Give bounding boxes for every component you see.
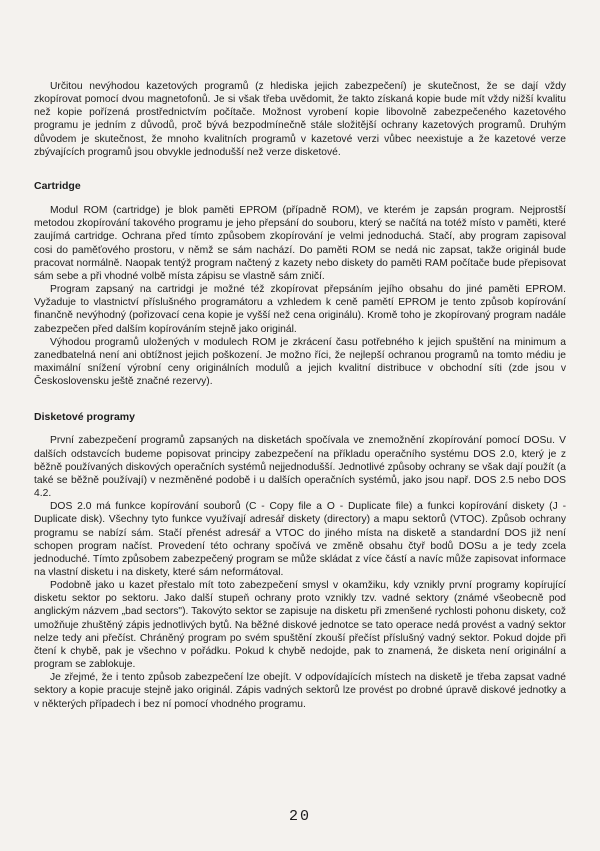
cartridge-paragraph: Výhodou programů uložených v modulech ROM je zkrácení času potřebného k jejich spuštění na minimum a zanedbatelná není ani obtížnost jejich poškození. Je možno říci, že nejlepší ochranou programů na tomto médiu je maximální snížení výrobní ceny originálních modulů a jejich kvalitní distribuce v obchodní síti (zde jsou v Československu ještě značné rezervy). [34,336,566,388]
disk-paragraph: První zabezpečení programů zapsaných na disketách spočívala ve znemožnění zkopírování pomocí DOSu. V dalších odstavcích budeme popisovat principy zabezpečení na příkladu operačního systému DOS 2.0, který je z běžně používaných diskových operačních systémů nejjednodušší. Jednotlivé způsoby ochrany se však dají použít (a také se běžně používají) v nezměněné podobě i u dalších operačních systémů, jako jsou např. DOS 2.5 nebo DOS 4.2. [34,435,566,500]
page-content [34,80,566,711]
page-number: 20 [288,808,311,825]
intro-paragraph: Určitou nevýhodou kazetových programů (z hlediska jejich zabezpečení) je skutečnost, že se dají vždy zkopírovat pomocí dvou magnetofonů. Je si však třeba uvědomit, že takto získaná kopie bude mít vždy nižší kvalitu než kopie pořízená prostřednictvím počítače. Možnost vyrobení kopie libovolně zabezpečeného kazetového programu je jedním z důvodů, proč bývá bezpodmínečně stále složitější ochrany kazetových programů. Druhým důvodem je skutečnost, že mnoho kvalitních programů v kazetové verzi vůbec neexistuje a že kazetové verze zbývajících programů jsou obvykle jednodušší než verze disketové. [34,81,566,158]
cartridge-paragraph: Program zapsaný na cartridgi je možné též zkopírovat přepsáním jejího obsahu do jiné paměti EPROM. Vyžaduje to vlastnictví příslušného programátoru a vzhledem k ceně pamětí EPROM je tento způsob kopírování finančně nevýhodný (pořizovací cena kopie je vyšší než cena originálu). Kromě toho je zkopírovaný program nadále zabezpečen před dalším kopírováním stejně jako originál. [34,284,566,335]
disk-programs-heading: Disketové programy [34,411,135,424]
disk-paragraph: Podobně jako u kazet přestalo mít toto zabezpečení smysl v okamžiku, kdy vznikly první programy kopírující disketu sektor po sektoru. Jako další stupeň ochrany proto vznikly tzv. vadné sektory (známé všeobecně pod anglickým názvem „bad sectors"). Takovýto sektor se zapisuje na disketu při zmenšené rychlosti pohonu diskety, což umožňuje zhuštěný zápis jednotlivých bytů. Na běžné diskové jednotce se tato operace nedá provést a vadný sektor nelze tedy ani přečíst. Chráněný program po svém spuštění zkouší přečíst příslušný vadný sektor. Pokud dojde při čtení k chybě, pak je všechno v pořádku. Pokud k chybě nedojde, pak to znamená, že disketa není originální a program se zablokuje. [34,580,566,671]
cartridge-heading: Cartridge [34,179,81,192]
disk-paragraph: DOS 2.0 má funkce kopírování souborů (C - Copy file a O - Duplicate file) a funkci kopírování diskety (J - Duplicate disk). Všechny tyto funkce využívají adresář diskety (directory) a mapu sektorů (VTOC). Způsob ochrany programu se nabízí sám. Stačí přenést adresář a VTOC do jiného místa na disketě a standardní DOS již není schopen program načíst. Provedení této ochrany spočívá ve změně obsahu čtyř bodů DOSu a je tedy zcela jednoduché. Tímto způsobem zabezpečený program se může skládat z více částí a navíc může zapisovat informace na vlastní disketu i na diskety, které sám neformátoval. [34,501,566,578]
cartridge-paragraph: Modul ROM (cartridge) je blok paměti EPROM (případně ROM), ve kterém je zapsán program. Nejprostší metodou zkopírování takového programu je jeho přepsání do souboru, který se načítá na totéž místo v paměti, které zaujímá cartridge. Ochrana před tímto způsobem zkopírování je velmi jednoduchá. Stačí, aby program zapisoval cosi do paměťového prostoru, v němž se sám nachází. Do paměti ROM se nedá nic zapsat, takže originál bude pracovat normálně. Naopak tentýž program načtený z kazety nebo diskety do paměti RAM počítače bude přepisovat sám sebe a při vhodné volbě místa zápisu se vlastně sám zničí. [34,205,566,282]
disk-paragraph: Je zřejmé, že i tento způsob zabezpečení lze obejít. V odpovídajících místech na disketě je třeba zapsat vadné sektory a kopie pracuje stejně jako originál. Zápis vadných sektorů lze provést po drobné úpravě diskové jednotky a v některých případech i bez ní pomocí vhodného programu. [34,672,566,710]
